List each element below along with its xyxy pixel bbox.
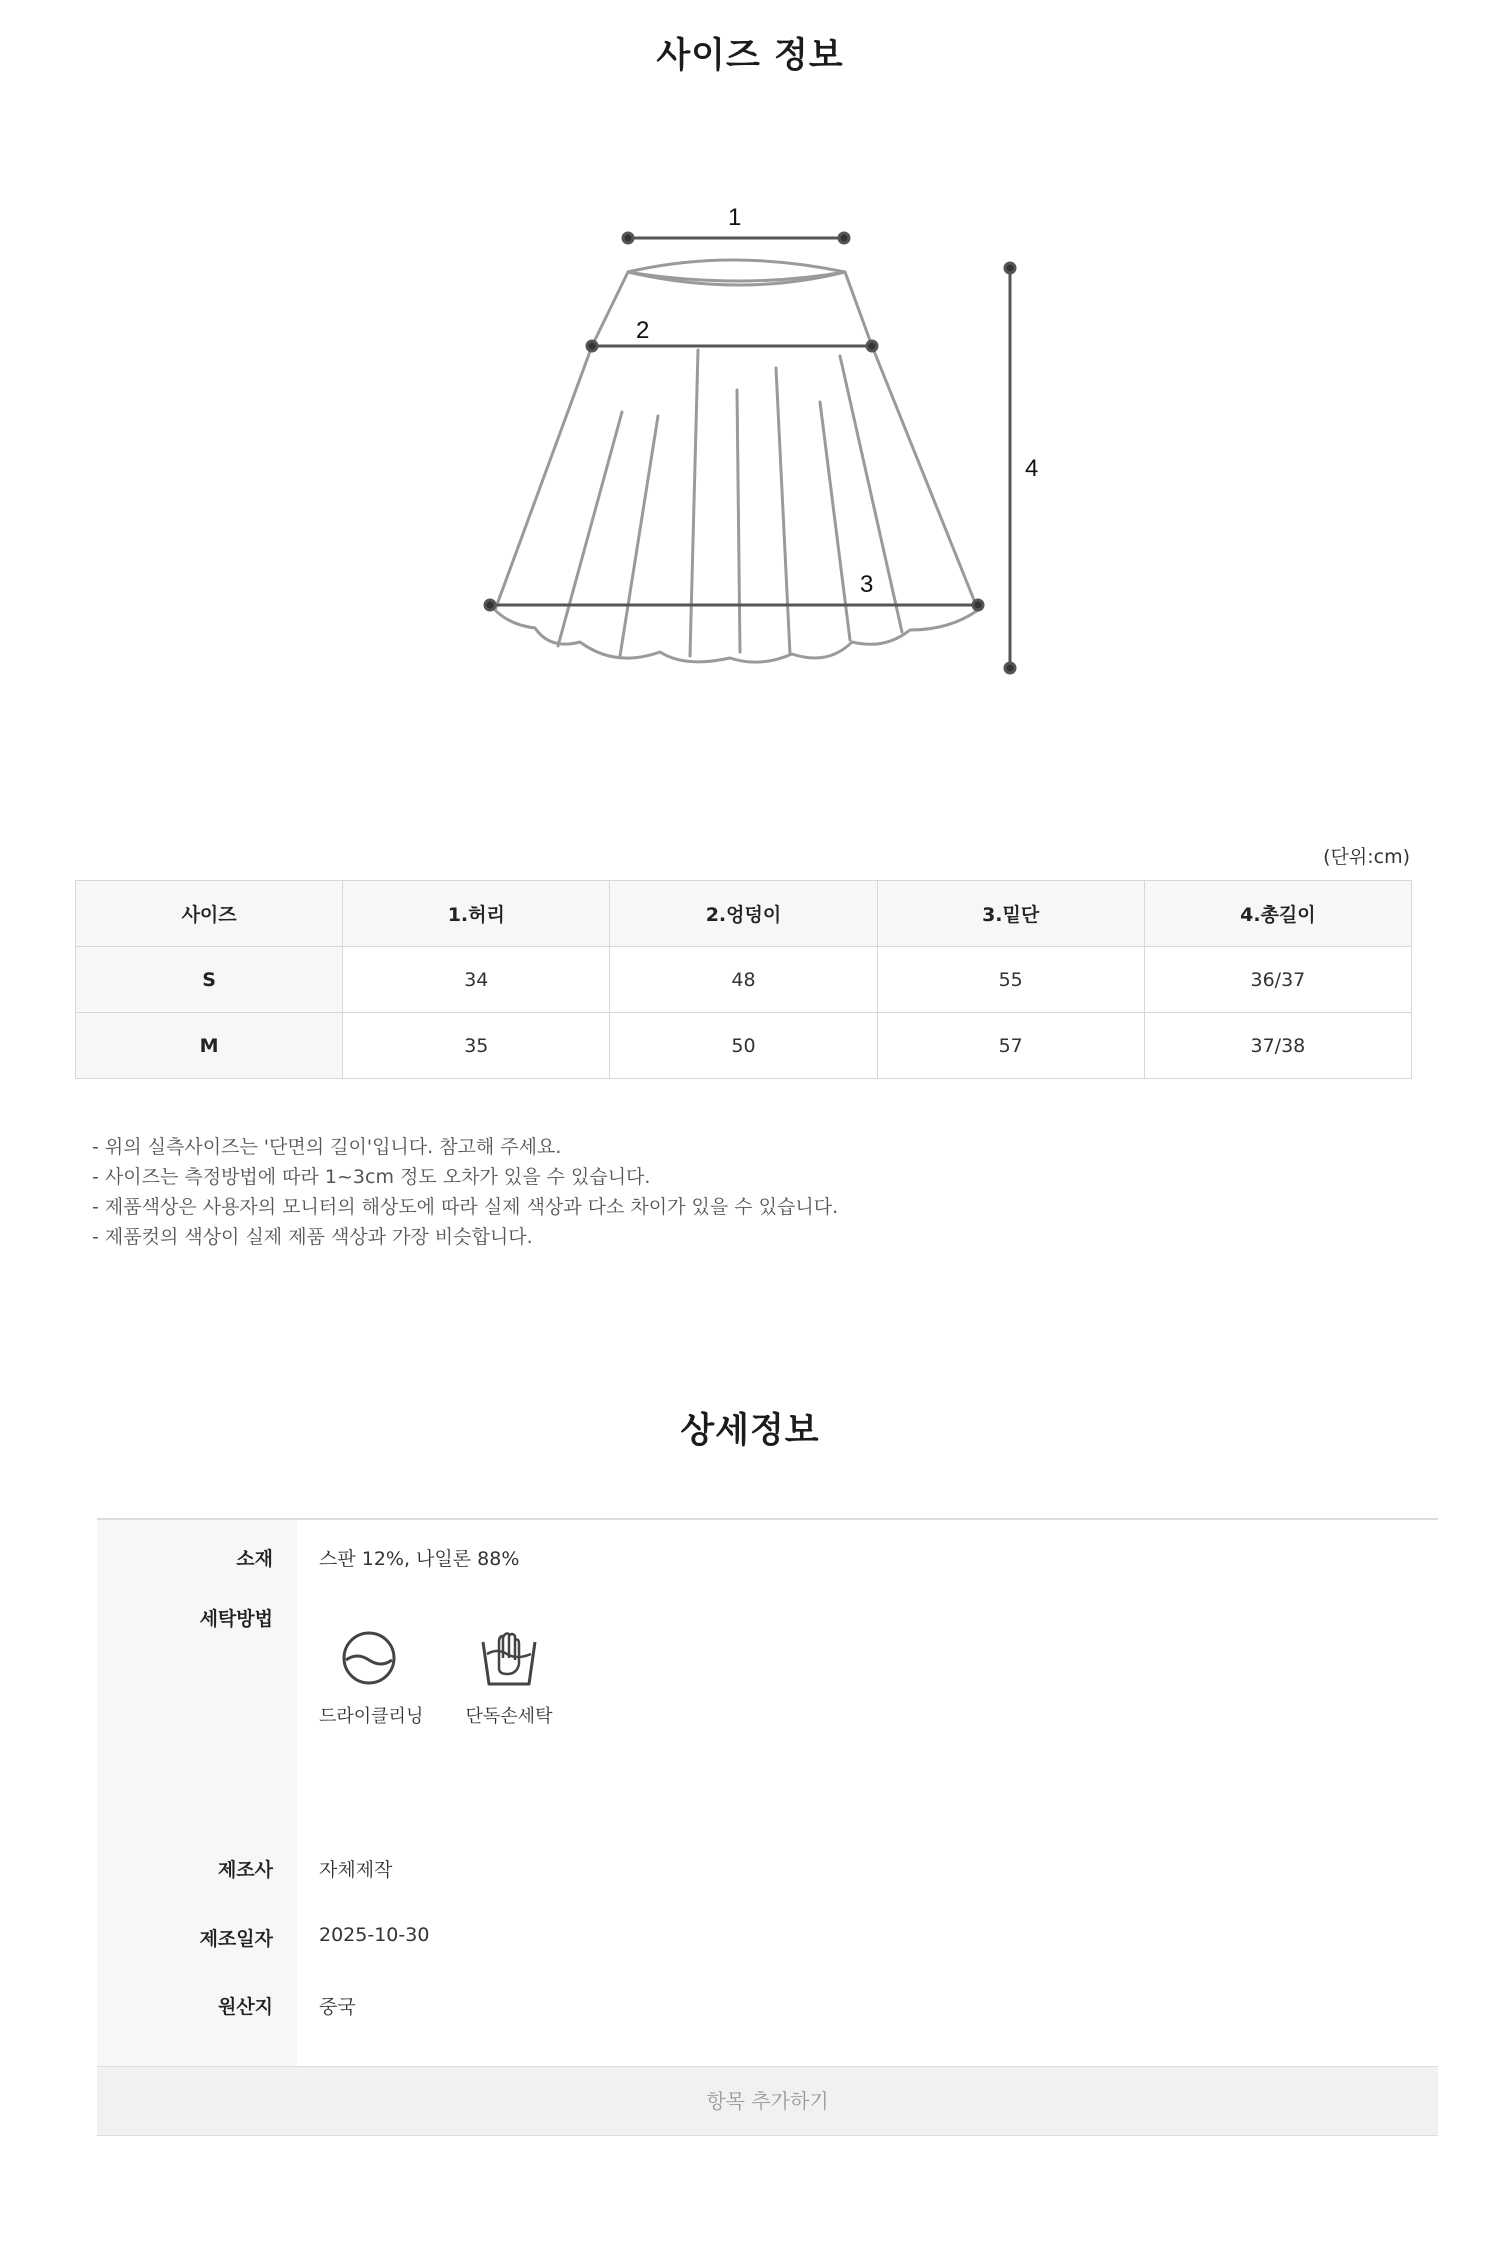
note-item: - 위의 실측사이즈는 '단면의 길이'입니다. 참고해 주세요. xyxy=(92,1136,562,1158)
note-item: - 제품컷의 색상이 실제 제품 색상과 가장 비슷합니다. xyxy=(92,1226,533,1248)
detail-row-material xyxy=(97,1520,1438,1598)
wash-icons xyxy=(319,1628,1438,1728)
detail-row-date xyxy=(97,1910,1438,1978)
table-row xyxy=(76,1013,1412,1079)
detail-label: 세탁방법 xyxy=(97,1598,297,1840)
detail-label: 소재 xyxy=(97,1520,297,1598)
table-header: 사이즈 xyxy=(76,881,343,947)
table-cell: 36/37 xyxy=(1144,947,1411,1013)
dry-cleaning-icon xyxy=(339,1628,399,1688)
detail-value: 2025-10-30 xyxy=(319,1924,430,1946)
diagram-label-3: 3 xyxy=(860,571,874,598)
table-cell: 55 xyxy=(877,947,1144,1013)
detail-row-wash xyxy=(97,1598,1438,1840)
pleat-line xyxy=(737,390,740,652)
detail-value: 중국 xyxy=(319,1996,356,2018)
table-cell: 34 xyxy=(343,947,610,1013)
table-cell: 48 xyxy=(610,947,877,1013)
size-table xyxy=(75,880,1412,1079)
wash-item-label: 단독손세탁 xyxy=(465,1706,553,1727)
pleat-line xyxy=(776,368,790,654)
wash-item-dry-cleaning xyxy=(319,1628,424,1728)
wash-item-hand-wash xyxy=(459,1628,559,1728)
wash-item-label: 드라이클리닝 xyxy=(319,1706,424,1727)
diagram-label-2: 2 xyxy=(636,317,650,344)
skirt-waistband xyxy=(592,272,872,346)
table-cell: 50 xyxy=(610,1013,877,1079)
table-cell-size: M xyxy=(76,1013,343,1079)
note-item: - 제품색상은 사용자의 모니터의 해상도에 따라 실제 색상과 다소 차이가 있을 수 있습니다. xyxy=(92,1196,839,1218)
table-row xyxy=(76,947,1412,1013)
table-header: 4.총길이 xyxy=(1144,881,1411,947)
unit-note: (단위:cm) xyxy=(1323,846,1410,868)
table-header: 1.허리 xyxy=(343,881,610,947)
skirt-measurement-diagram xyxy=(440,180,1060,700)
detail-value: 자체제작 xyxy=(319,1859,393,1881)
detail-row-origin xyxy=(97,1978,1438,2048)
pleat-line xyxy=(620,416,658,656)
detail-value: 스판 12%, 나일론 88% xyxy=(319,1548,520,1570)
add-item-button[interactable]: 항목 추가하기 xyxy=(97,2066,1438,2136)
detail-label: 제조일자 xyxy=(97,1910,297,1978)
size-info-title: 사이즈 정보 xyxy=(656,36,844,76)
table-header: 3.밑단 xyxy=(877,881,1144,947)
detail-label: 제조사 xyxy=(97,1840,297,1910)
table-header: 2.엉덩이 xyxy=(610,881,877,947)
table-cell-size: S xyxy=(76,947,343,1013)
pleat-line xyxy=(558,412,622,646)
diagram-label-1: 1 xyxy=(728,204,742,231)
detail-label: 원산지 xyxy=(97,1978,297,2048)
table-cell: 37/38 xyxy=(1144,1013,1411,1079)
detail-info-title: 상세정보 xyxy=(680,1411,820,1451)
detail-table xyxy=(97,1518,1438,2118)
skirt-hem-scallops xyxy=(495,610,978,662)
table-cell: 57 xyxy=(877,1013,1144,1079)
diagram-label-4: 4 xyxy=(1025,455,1039,482)
size-notes xyxy=(92,1132,838,1252)
hand-wash-icon xyxy=(479,1628,539,1688)
pleat-line xyxy=(690,350,698,656)
detail-row-manufacturer xyxy=(97,1840,1438,1910)
table-header-row xyxy=(76,881,1412,947)
table-cell: 35 xyxy=(343,1013,610,1079)
note-item: - 사이즈는 측정방법에 따라 1~3cm 정도 오차가 있을 수 있습니다. xyxy=(92,1166,651,1188)
